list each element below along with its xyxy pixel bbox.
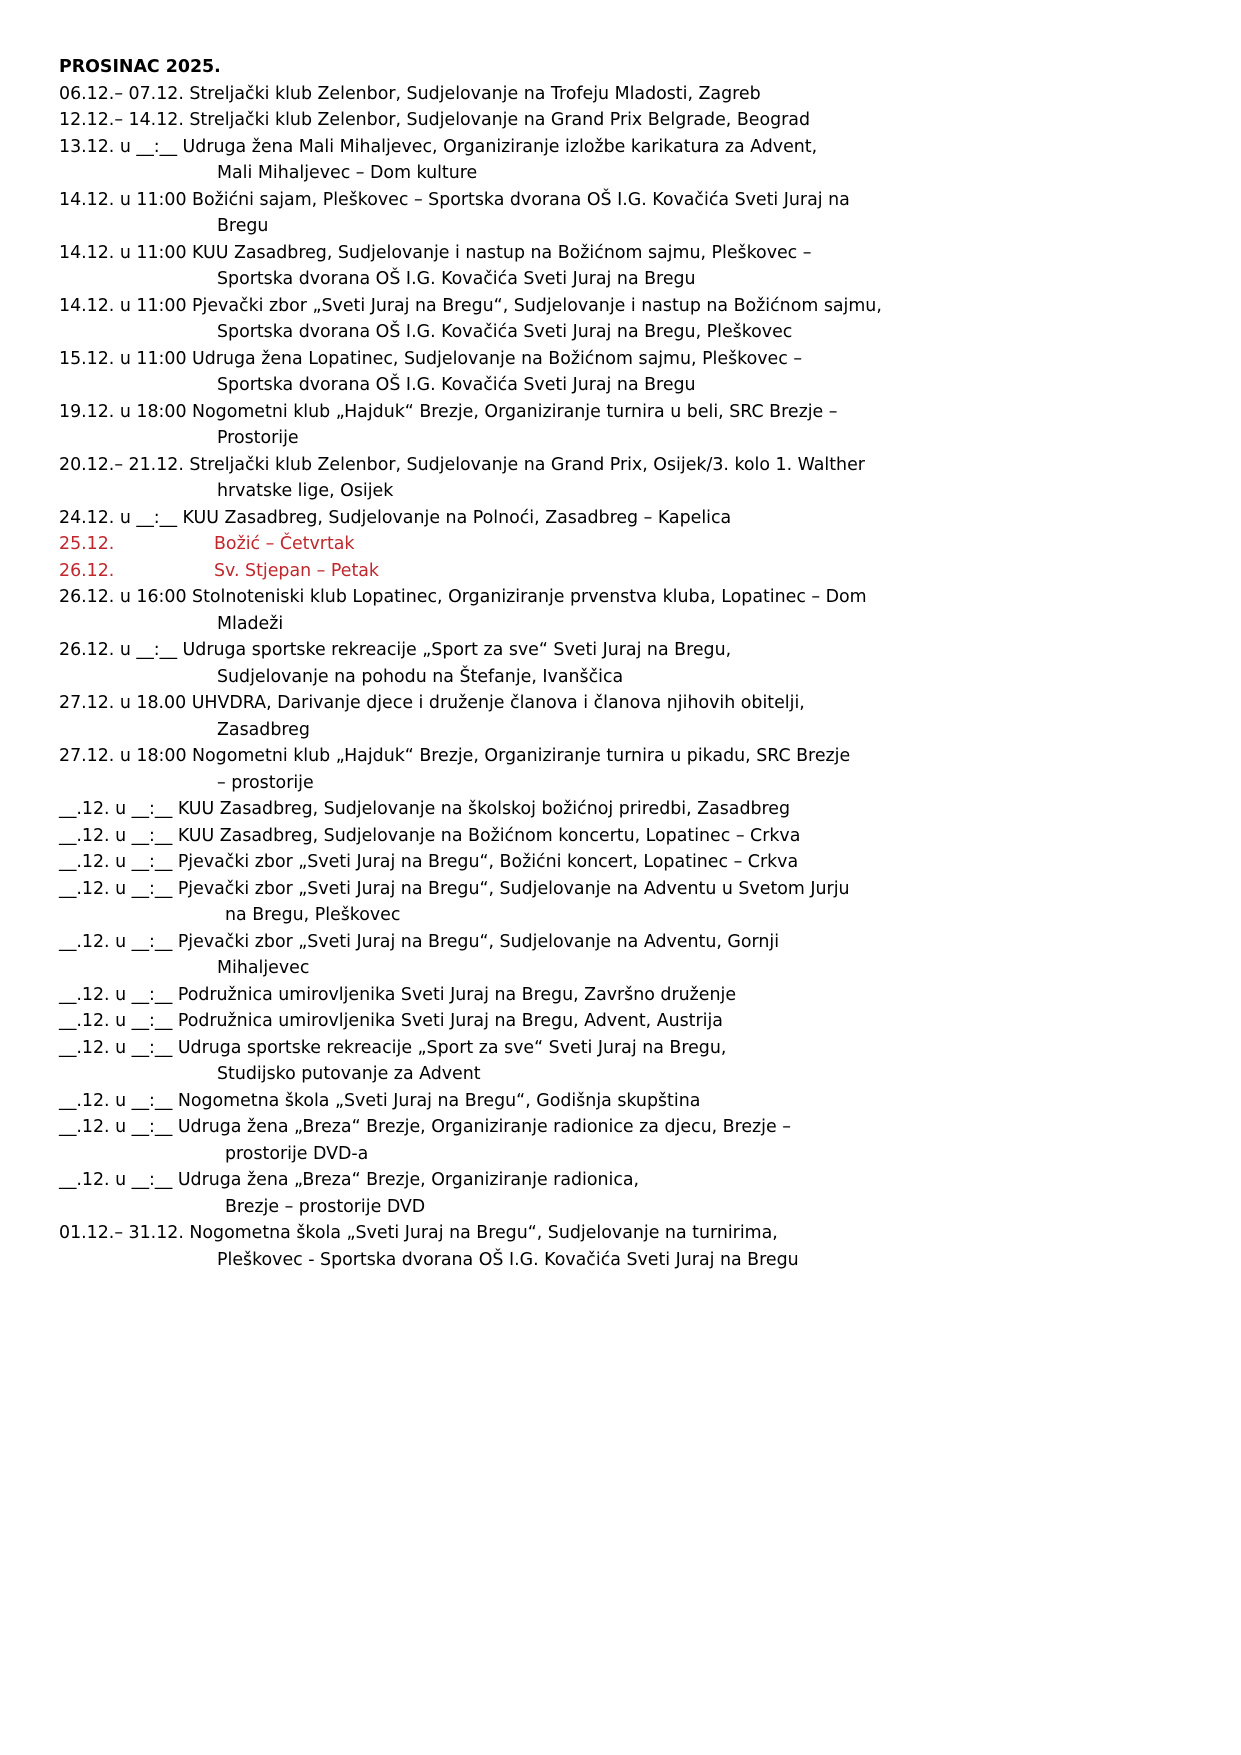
event-entry [59, 1035, 1179, 1088]
event-line: __.12. u __:__ Pjevački zbor „Sveti Juraj na Bregu“, Božićni koncert, Lopatinec – Crkva [59, 852, 799, 872]
holiday-name: Sv. Stjepan – Petak [214, 560, 380, 581]
document-content [59, 54, 1179, 1273]
event-line: 06.12.– 07.12. Streljački klub Zelenbor, Sudjelovanje na Trofeju Mladosti, Zagreb [59, 83, 761, 104]
event-line: __.12. u __:__ Udruga žena „Breza“ Brezje, Organiziranje radionica, [59, 1170, 640, 1190]
event-line: __.12. u __:__ Udruga sportske rekreacije „Sport za sve“ Sveti Juraj na Bregu, [59, 1037, 727, 1058]
event-entry [59, 796, 1179, 823]
event-line-continuation: Prostorije [217, 428, 299, 448]
event-line: 13.12. u __:__ Udruga žena Mali Mihaljevec, Organiziranje izložbe karikatura za Advent, [59, 136, 818, 157]
event-line: 14.12. u 11:00 KUU Zasadbreg, Sudjelovanje i nastup na Božićnom sajmu, Pleškovec – [59, 242, 812, 263]
event-line: 15.12. u 11:00 Udruga žena Lopatinec, Sudjelovanje na Božićnom sajmu, Pleškovec – [59, 348, 803, 369]
event-entry [59, 1114, 1179, 1167]
event-line-continuation: Mihaljevec [217, 958, 310, 978]
event-line-continuation: Studijsko putovanje za Advent [217, 1064, 481, 1084]
event-entry [59, 929, 1179, 982]
event-line-continuation: prostorije DVD-a [225, 1143, 369, 1164]
event-line: __.12. u __:__ Nogometna škola „Sveti Juraj na Bregu“, Godišnja skupština [59, 1090, 701, 1111]
event-line-continuation: hrvatske lige, Osijek [217, 481, 394, 501]
event-line: __.12. u __:__ Udruga žena „Breza“ Brezje, Organiziranje radionice za djecu, Brezje – [59, 1117, 791, 1137]
event-entry [59, 240, 1179, 293]
event-line-continuation: Sudjelovanje na pohodu na Štefanje, Ivanščica [217, 666, 624, 687]
event-line: __.12. u __:__ KUU Zasadbreg, Sudjelovanje na školskoj božićnoj priredbi, Zasadbreg [59, 799, 791, 819]
event-line: 24.12. u __:__ KUU Zasadbreg, Sudjelovanje na Polnoći, Zasadbreg – Kapelica [59, 507, 732, 528]
event-entry [59, 849, 1179, 876]
event-line-continuation: Bregu [217, 216, 269, 236]
event-line: 26.12. u __:__ Udruga sportske rekreacije „Sport za sve“ Sveti Juraj na Bregu, [59, 640, 732, 660]
event-line: __.12. u __:__ Podružnica umirovljenika Sveti Juraj na Bregu, Advent, Austrija [59, 1011, 723, 1031]
holiday-name: Božić – Četvrtak [214, 534, 355, 554]
event-entry [59, 637, 1179, 690]
event-entry [59, 346, 1179, 399]
event-line-continuation: na Bregu, Pleškovec [225, 905, 401, 925]
event-line-continuation: Mladeži [217, 613, 284, 634]
event-entry [59, 690, 1179, 743]
holiday-entry [59, 558, 1179, 585]
event-entry [59, 823, 1179, 850]
event-entry [59, 1220, 1179, 1273]
event-entry [59, 1167, 1179, 1220]
event-entry [59, 1088, 1179, 1115]
event-line-continuation: Zasadbreg [217, 719, 310, 740]
holiday-date: 25.12. [59, 534, 115, 554]
event-entry [59, 1008, 1179, 1035]
event-line: __.12. u __:__ Pjevački zbor „Sveti Juraj na Bregu“, Sudjelovanje na Adventu u Svetom Jurju [59, 878, 850, 899]
event-line: 19.12. u 18:00 Nogometni klub „Hajduk“ Brezje, Organiziranje turnira u beli, SRC Brezje – [59, 401, 838, 422]
holiday-line [59, 558, 1179, 585]
document-title: PROSINAC 2025. [59, 57, 221, 77]
event-entry [59, 876, 1179, 929]
event-entry [59, 134, 1179, 187]
event-entry [59, 982, 1179, 1009]
event-entry [59, 81, 1179, 108]
event-line: 14.12. u 11:00 Božićni sajam, Pleškovec – Sportska dvorana OŠ I.G. Kovačića Sveti Juraj na [59, 189, 850, 210]
holiday-line [59, 531, 1179, 558]
event-line: 12.12.– 14.12. Streljački klub Zelenbor, Sudjelovanje na Grand Prix Belgrade, Beograd [59, 110, 811, 130]
event-line-continuation: Pleškovec - Sportska dvorana OŠ I.G. Kovačića Sveti Juraj na Bregu [217, 1249, 799, 1270]
event-line: 26.12. u 16:00 Stolnoteniski klub Lopatinec, Organiziranje prvenstva kluba, Lopatinec – Dom [59, 587, 867, 607]
event-line: 27.12. u 18.00 UHVDRA, Darivanje djece i druženje članova i članova njihovih obitelji, [59, 693, 805, 713]
event-line-continuation: Sportska dvorana OŠ I.G. Kovačića Sveti Juraj na Bregu [217, 269, 696, 289]
event-line-continuation: Sportska dvorana OŠ I.G. Kovačića Sveti Juraj na Bregu [217, 375, 696, 395]
holiday-date: 26.12. [59, 560, 115, 581]
event-entry [59, 293, 1179, 346]
event-line-continuation: – prostorije [217, 772, 314, 793]
event-list [59, 81, 1179, 1274]
event-entry [59, 107, 1179, 134]
event-line: __.12. u __:__ Podružnica umirovljenika Sveti Juraj na Bregu, Završno druženje [59, 984, 737, 1005]
event-line-continuation: Mali Mihaljevec – Dom kulture [217, 163, 478, 183]
event-line: 14.12. u 11:00 Pjevački zbor „Sveti Juraj na Bregu“, Sudjelovanje i nastup na Božićnom sajmu, [59, 295, 882, 316]
event-line: 01.12.– 31.12. Nogometna škola „Sveti Juraj na Bregu“, Sudjelovanje na turnirima, [59, 1223, 778, 1243]
event-entry [59, 399, 1179, 452]
event-line-continuation: Sportska dvorana OŠ I.G. Kovačića Sveti Juraj na Bregu, Pleškovec [217, 322, 793, 342]
event-entry [59, 452, 1179, 505]
event-line: 27.12. u 18:00 Nogometni klub „Hajduk“ Brezje, Organiziranje turnira u pikadu, SRC Brezje [59, 746, 851, 766]
event-line: __.12. u __:__ Pjevački zbor „Sveti Juraj na Bregu“, Sudjelovanje na Adventu, Gornji [59, 931, 780, 952]
event-line-continuation: Brezje – prostorije DVD [225, 1196, 426, 1217]
event-line: 20.12.– 21.12. Streljački klub Zelenbor, Sudjelovanje na Grand Prix, Osijek/3. kolo 1. Walther [59, 454, 865, 475]
event-entry [59, 187, 1179, 240]
event-line: __.12. u __:__ KUU Zasadbreg, Sudjelovanje na Božićnom koncertu, Lopatinec – Crkva [59, 825, 801, 846]
event-entry [59, 584, 1179, 637]
holiday-entry [59, 531, 1179, 558]
event-entry [59, 505, 1179, 532]
event-entry [59, 743, 1179, 796]
